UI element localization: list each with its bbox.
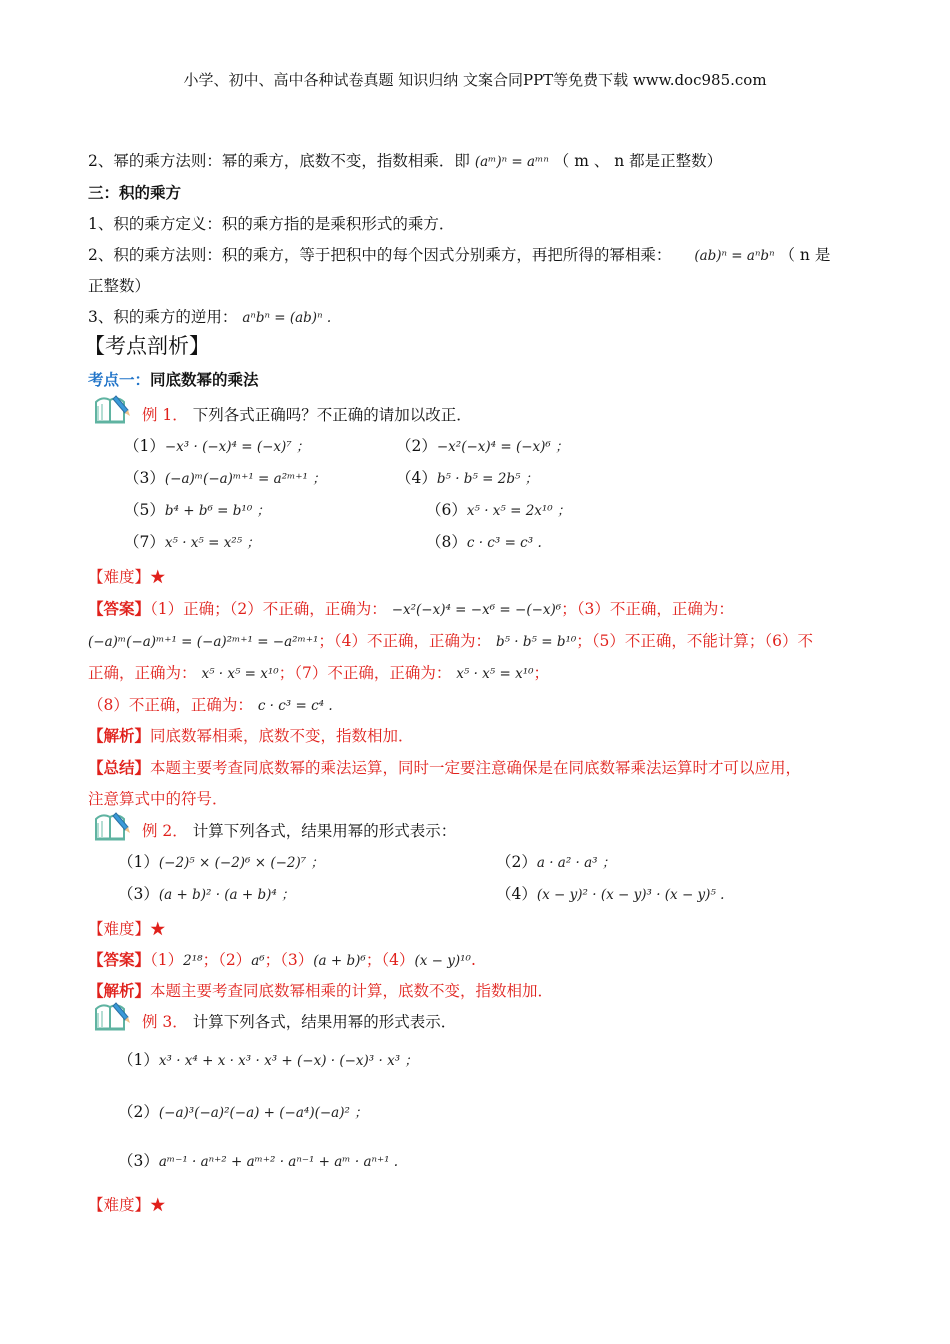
answer-formula: a⁶ [251, 953, 265, 969]
ex2-item-4 [496, 882, 724, 904]
rule-text: 2、幂的乘方法则：幂的乘方，底数不变，指数相乘．即 [88, 152, 470, 170]
example-label: 例 3． [142, 1013, 188, 1031]
item-formula: (a + b)² · (a + b)⁴ ； [158, 887, 295, 903]
section-3-heading: 三：积的乘方 [88, 183, 182, 202]
star-icon: ★ [150, 568, 166, 586]
rule-tail: （ n 是 [779, 246, 831, 264]
ex1-answer-line-4 [88, 693, 333, 715]
example-1-heading [142, 403, 472, 425]
item-number: （3） [118, 1152, 159, 1170]
answer-text: ；（5）不正确，不能计算；（6）不 [576, 632, 814, 650]
ex1-item-4 [396, 466, 538, 488]
item-number: （6） [426, 501, 467, 519]
item-number: （3） [118, 885, 159, 903]
ex2-difficulty [88, 917, 166, 939]
answer-text: （1）正确；（2）不正确，正确为： [150, 600, 387, 618]
analysis-text: 本题主要考查同底数幂相乘的计算，底数不变，指数相加． [150, 982, 554, 1000]
item-formula: x⁵ · x⁵ = 2x¹⁰ ； [466, 503, 571, 519]
answer-formula: −x²(−x)⁴ = −x⁶ = −(−x)⁶ [391, 602, 562, 618]
ex1-item-6 [426, 498, 571, 520]
ex1-difficulty [88, 565, 166, 587]
answer-label: 【答案】 [88, 950, 151, 969]
ex1-item-3 [124, 466, 326, 488]
answer-formula: (x − y)¹⁰ [414, 953, 471, 969]
ex3-item-3 [118, 1149, 398, 1171]
item-formula: x⁵ · x⁵ = x²⁵ ； [164, 535, 260, 551]
ex1-item-5 [124, 498, 270, 520]
item-formula: (−a)³(−a)²(−a) + (−a⁴)(−a)² ； [158, 1105, 368, 1121]
example-label: 例 1． [142, 406, 188, 424]
item-formula: a · a² · a³ ； [536, 855, 616, 871]
ex1-item-1 [124, 434, 310, 456]
item-formula: b⁵ · b⁵ = 2b⁵ ； [436, 471, 539, 487]
answer-text: 正确，正确为： [88, 664, 197, 682]
answer-text: ；（3） [264, 951, 314, 969]
example-label: 例 2． [142, 822, 188, 840]
example-question: 计算下列各式，结果用幂的形式表示： [192, 822, 457, 840]
example-question: 下列各式正确吗？不正确的请加以改正． [192, 406, 472, 424]
answer-text: ；（7）不正确，正确为： [278, 664, 452, 682]
answer-formula: (−a)ᵐ(−a)ᵐ⁺¹ = (−a)²ᵐ⁺¹ = −a²ᵐ⁺¹ [88, 634, 319, 650]
answer-text: （1） [150, 951, 184, 969]
ex1-item-8 [426, 530, 542, 552]
rule-formula: aⁿbⁿ = (ab)ⁿ . [242, 310, 332, 326]
answer-text: ； [533, 664, 550, 682]
ex2-item-3 [118, 882, 295, 904]
ex2-answer [88, 948, 476, 970]
answer-text: . [470, 951, 476, 969]
item-formula: −x²(−x)⁴ = (−x)⁶ ； [436, 439, 569, 455]
item-formula: (−2)⁵ × (−2)⁶ × (−2)⁷ ； [158, 855, 324, 871]
ex1-item-2 [396, 434, 569, 456]
star-icon: ★ [150, 920, 166, 938]
answer-text: ；（3）不正确，正确为： [561, 600, 734, 618]
item-number: （1） [118, 853, 159, 871]
item-number: （5） [124, 501, 165, 519]
answer-formula: c · c³ = c⁴ . [257, 698, 333, 714]
page-header: 小学、初中、高中各种试卷真题 知识归纳 文案合同PPT等免费下载 www.doc985.com [183, 71, 767, 89]
rule-text: 2、积的乘方法则：积的乘方，等于把积中的每个因式分别乘方，再把所得的幂相乘： [88, 246, 672, 264]
item-number: （1） [118, 1051, 159, 1069]
product-power-inverse [88, 305, 331, 327]
answer-formula: b⁵ · b⁵ = b¹⁰ [495, 634, 577, 650]
ex2-item-1 [118, 850, 324, 872]
analysis-label: 【解析】 [88, 981, 151, 1000]
book-pencil-icon [88, 1001, 138, 1031]
item-number: （2） [496, 853, 537, 871]
answer-formula: 2¹⁸ [183, 953, 203, 969]
answer-text: ；（4） [365, 951, 415, 969]
difficulty-label: 【难度】 [88, 1196, 151, 1214]
answer-text: （8）不正确，正确为： [88, 696, 253, 714]
book-pencil-icon [88, 811, 138, 841]
product-power-rule [88, 243, 830, 265]
ex1-item-7 [124, 530, 260, 552]
summary-label: 【总结】 [88, 758, 151, 777]
ex1-analysis [88, 724, 414, 746]
analysis-label: 【解析】 [88, 726, 151, 745]
item-number: （2） [118, 1103, 159, 1121]
difficulty-label: 【难度】 [88, 920, 151, 938]
answer-formula: (a + b)⁶ [313, 953, 366, 969]
ex1-answer-line-3 [88, 661, 549, 683]
ex1-summary-cont: 注意算式中的符号． [88, 790, 228, 808]
product-power-rule-cont: 正整数） [88, 277, 151, 295]
ex1-summary [88, 756, 801, 778]
answer-formula: x⁵ · x⁵ = x¹⁰ [456, 666, 534, 682]
rule-tail: （ m 、 n 都是正整数） [553, 152, 723, 170]
item-formula: −x³ · (−x)⁴ = (−x)⁷ ； [164, 439, 310, 455]
item-number: （4） [496, 885, 537, 903]
example-question: 计算下列各式，结果用幂的形式表示． [192, 1013, 457, 1031]
item-formula: (−a)ᵐ(−a)ᵐ⁺¹ = a²ᵐ⁺¹ ； [164, 471, 326, 487]
answer-text: ；（2） [202, 951, 252, 969]
rule-formula: (aᵐ)ⁿ = aᵐⁿ [474, 154, 549, 170]
product-power-definition: 1、积的乘方定义：积的乘方指的是乘积形式的乘方． [88, 215, 455, 233]
topic-label: 考点一： [88, 370, 151, 389]
answer-text: ；（4）不正确，正确为： [318, 632, 492, 650]
item-formula: b⁴ + b⁶ = b¹⁰ ； [164, 503, 271, 519]
book-pencil-icon [88, 394, 138, 424]
analysis-text: 同底数幂相乘，底数不变，指数相加． [150, 727, 414, 745]
difficulty-label: 【难度】 [88, 568, 151, 586]
topic-heading [88, 368, 259, 390]
topic-title: 同底数幂的乘法 [150, 370, 259, 389]
item-formula: (x − y)² · (x − y)³ · (x − y)⁵ . [536, 887, 725, 903]
item-formula: aᵐ⁻¹ · aⁿ⁺² + aᵐ⁺² · aⁿ⁻¹ + aᵐ · aⁿ⁺¹ . [158, 1154, 399, 1170]
ex1-answer-line-2 [88, 629, 813, 651]
ex2-analysis [88, 979, 553, 1001]
answer-formula: x⁵ · x⁵ = x¹⁰ [201, 666, 279, 682]
item-formula: x³ · x⁴ + x · x³ · x³ + (−x) · (−x)³ · x³ ； [158, 1053, 418, 1069]
item-number: （4） [396, 469, 437, 487]
item-number: （8） [426, 533, 467, 551]
item-number: （7） [124, 533, 165, 551]
rule-power-of-power [88, 149, 722, 171]
item-number: （2） [396, 437, 437, 455]
rule-text: 3、积的乘方的逆用： [88, 308, 238, 326]
section-title: 【考点剖析】 [84, 334, 210, 358]
summary-text: 本题主要考查同底数幂的乘法运算，同时一定要注意确保是在同底数幂乘法运算时才可以应用， [150, 759, 802, 777]
answer-label: 【答案】 [88, 599, 151, 618]
star-icon: ★ [150, 1196, 166, 1214]
ex3-difficulty [88, 1193, 166, 1215]
ex3-item-1 [118, 1048, 418, 1070]
item-formula: c · c³ = c³ . [466, 535, 542, 551]
example-3-heading [142, 1010, 456, 1032]
ex3-item-2 [118, 1100, 368, 1122]
ex1-answer-line-1 [88, 597, 734, 619]
item-number: （1） [124, 437, 165, 455]
ex2-item-2 [496, 850, 615, 872]
example-2-heading [142, 819, 456, 841]
rule-formula: (ab)ⁿ = aⁿbⁿ [694, 248, 775, 264]
item-number: （3） [124, 469, 165, 487]
